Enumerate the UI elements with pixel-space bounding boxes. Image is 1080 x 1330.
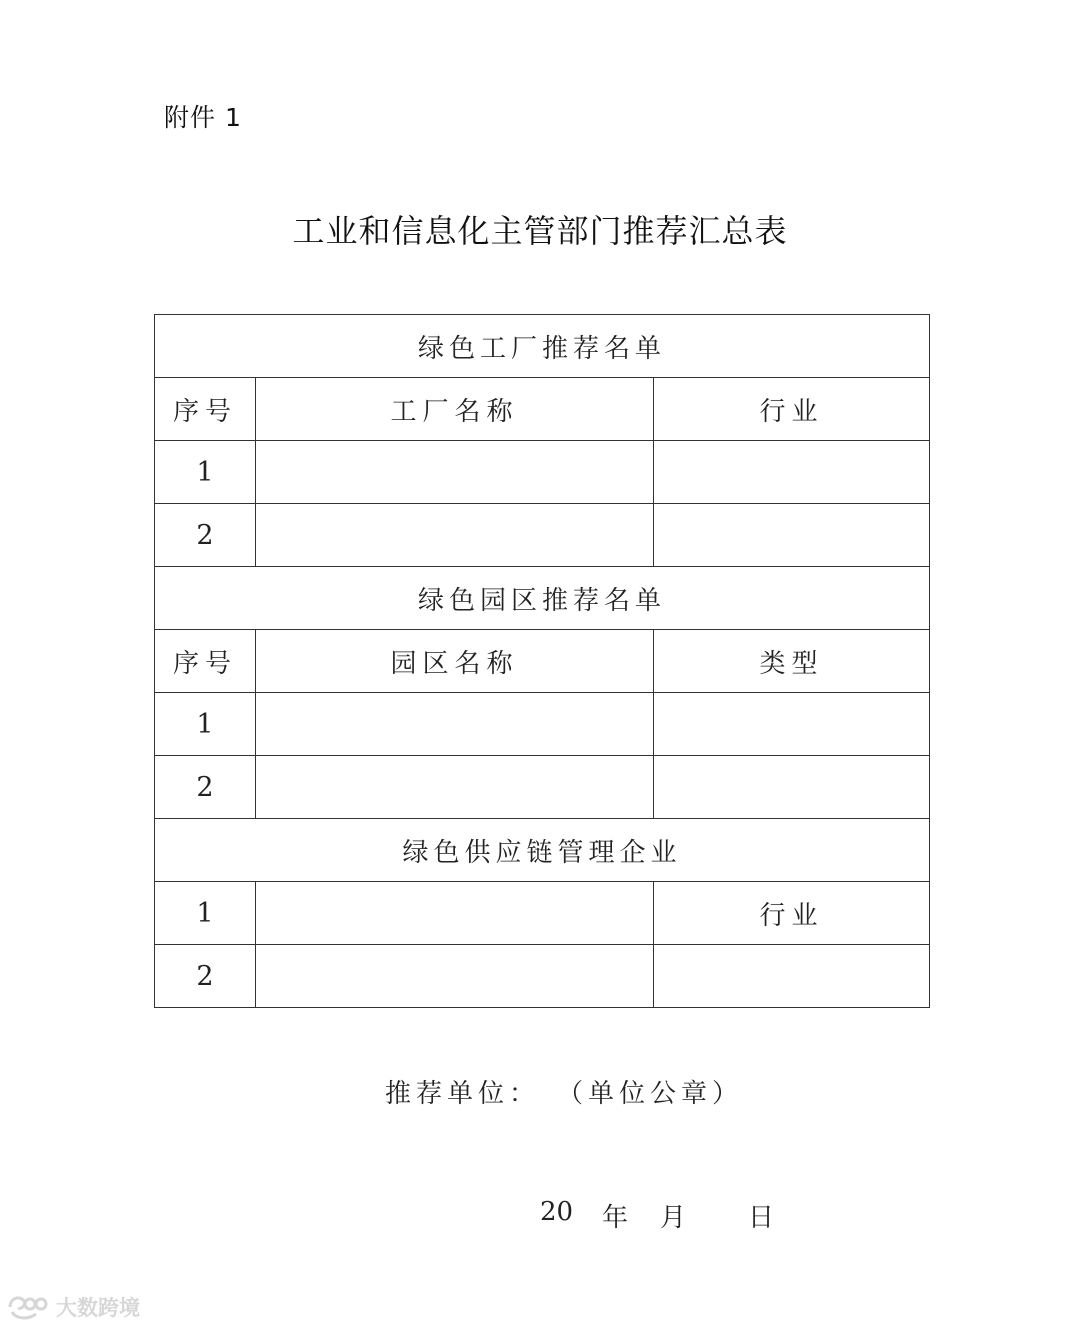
type-cell[interactable] (654, 693, 930, 756)
row-number: 2 (155, 756, 256, 819)
industry-cell[interactable] (654, 945, 930, 1008)
watermark-logo-icon (6, 1292, 48, 1322)
column-header-serial: 序号 (155, 378, 256, 441)
enterprise-name-cell[interactable] (256, 882, 654, 945)
park-name-cell[interactable] (256, 693, 654, 756)
park-section-row (155, 567, 930, 630)
factory-section-title: 绿色工厂推荐名单 (155, 315, 930, 378)
row-number: 1 (155, 693, 256, 756)
supply-chain-section-row (155, 819, 930, 882)
table-row (155, 441, 930, 504)
date-month-unit: 月 (660, 1203, 687, 1233)
column-header-type: 类型 (654, 630, 930, 693)
column-header-industry: 行业 (654, 378, 930, 441)
row-number: 1 (155, 441, 256, 504)
industry-cell[interactable] (654, 441, 930, 504)
park-name-cell[interactable] (256, 756, 654, 819)
park-section-title: 绿色园区推荐名单 (155, 567, 930, 630)
row-number: 1 (155, 882, 256, 945)
recommendation-summary-table (154, 314, 930, 1008)
column-header-park-name: 园区名称 (256, 630, 654, 693)
date-year: 20 (540, 1197, 574, 1227)
factory-name-cell[interactable] (256, 504, 654, 567)
table-row (155, 756, 930, 819)
table-row (155, 945, 930, 1008)
unit-stamp-placeholder: （单位公章） (570, 1079, 744, 1109)
document-title: 工业和信息化主管部门推荐汇总表 (292, 212, 788, 250)
industry-cell[interactable] (654, 504, 930, 567)
park-header-row (155, 630, 930, 693)
factory-header-row (155, 378, 930, 441)
factory-section-row (155, 315, 930, 378)
recommending-unit-label: 推荐单位： (385, 1079, 541, 1109)
factory-name-cell[interactable] (256, 441, 654, 504)
watermark (6, 1292, 140, 1322)
industry-cell[interactable]: 行业 (654, 882, 930, 945)
type-cell[interactable] (654, 756, 930, 819)
column-header-factory-name: 工厂名称 (256, 378, 654, 441)
supply-chain-section-title: 绿色供应链管理企业 (155, 819, 930, 882)
attachment-label: 附件 1 (164, 103, 242, 132)
date-year-unit: 年 (602, 1203, 629, 1233)
table-row (155, 693, 930, 756)
date-day-unit: 日 (748, 1203, 775, 1233)
table-row (155, 504, 930, 567)
table-row (155, 882, 930, 945)
enterprise-name-cell[interactable] (256, 945, 654, 1008)
column-header-serial: 序号 (155, 630, 256, 693)
row-number: 2 (155, 945, 256, 1008)
row-number: 2 (155, 504, 256, 567)
recommending-unit-line (385, 1073, 743, 1110)
watermark-text: 大数跨境 (56, 1296, 140, 1320)
